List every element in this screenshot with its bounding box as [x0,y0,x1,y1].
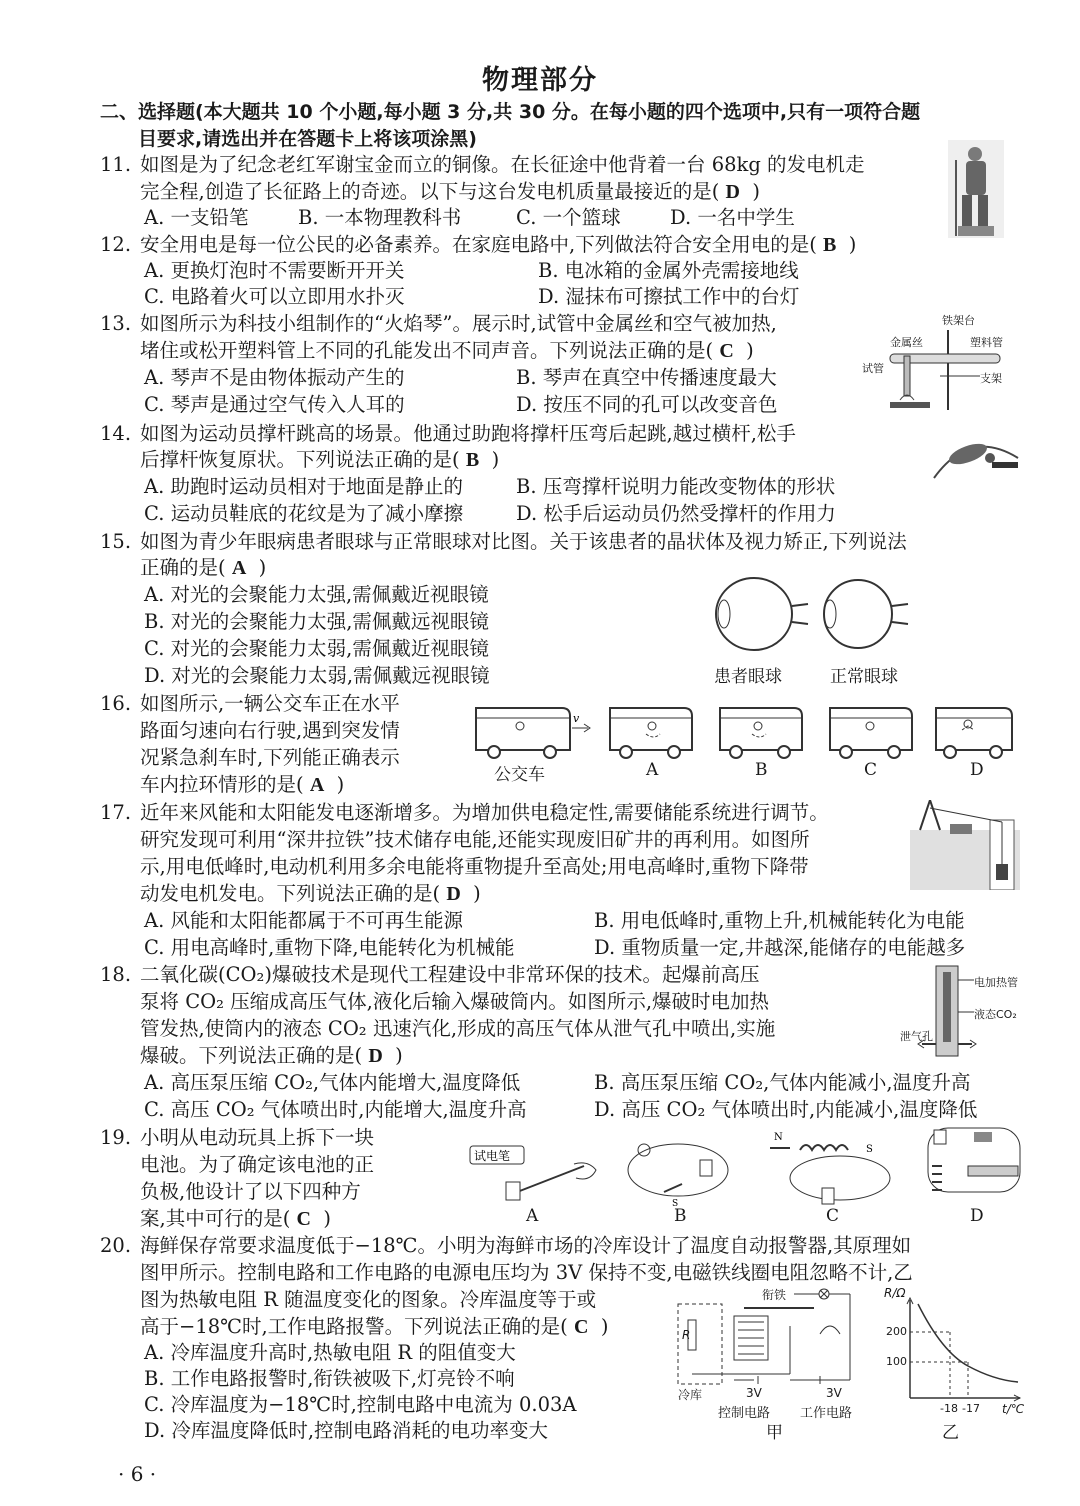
q15-answer: A [231,557,247,579]
bus-option-c [830,708,912,758]
q17-paren-close: ) [473,882,481,905]
alarm-circuit-figure [674,1286,864,1443]
q11-line1 [100,152,865,178]
label-support: 支架 [980,372,1002,385]
q13-line1 [100,311,777,337]
tick-minus-18: -18 [940,1402,958,1415]
q20-line3: 图为热敏电阻 R 随温度变化的图象。冷库温度等于或 [140,1288,597,1311]
q20-line1 [100,1233,911,1259]
q15-stem1: 如图为青少年眼病患者眼球与正常眼球对比图。关于该患者的晶状体及视力矫正,下列说法 [140,530,907,553]
caption-scheme-b: B [674,1206,687,1226]
q13-option-d: D. 按压不同的孔可以改变音色 [516,393,778,416]
q17-number: 17. [100,801,132,824]
q14-option-a: A. 助跑时运动员相对于地面是静止的 [144,475,463,498]
q13-line2 [140,338,754,364]
label-working-circuit: 工作电路 [800,1406,853,1421]
q12-stem1: 安全用电是每一位公民的必备素养。在家庭电路中,下列做法符合安全用电的是( [140,233,817,256]
q18-option-d: D. 高压 CO₂ 气体喷出时,内能减小,温度降低 [594,1098,978,1121]
q18-option-b: B. 高压泵压缩 CO₂,气体内能减小,温度升高 [594,1071,971,1094]
scheme-b-bulb [628,1144,728,1208]
pole-vault-figure [930,428,1022,488]
q11-number: 11. [100,153,132,176]
section-heading-line1: 二、选择题(本大题共 10 个小题,每小题 3 分,共 30 分。在每小题的四个选项中,只有一项符合题 [100,101,921,123]
q12-option-b: B. 电冰箱的金属外壳需接地线 [538,259,799,282]
label-iron-stand: 铁架台 [942,314,975,327]
q19-answer: C [296,1208,311,1230]
q12-number: 12. [100,233,132,256]
label-vent-hole: 泄气孔 [900,1030,933,1043]
q16-line2: 路面匀速向右行驶,遇到突发情 [140,719,400,742]
normal-eyeball [824,580,908,648]
q13-option-b: B. 琴声在真空中传播速度最大 [516,366,777,389]
q12-paren-close: ) [848,233,857,256]
q18-line4 [140,1043,403,1069]
page-number: · 6 · [118,1462,157,1486]
q11-stem1: 如图是为了纪念老红军谢宝金而立的铜像。在长征途中他背着一台 68kg 的发电机走 [140,153,865,176]
q14-option-b: B. 压弯撑杆说明力能改变物体的形状 [516,475,836,498]
q15-option-c: C. 对光的会聚能力太弱,需佩戴近视眼镜 [144,637,489,660]
q14-option-c: C. 运动员鞋底的花纹是为了减小摩擦 [144,502,464,525]
velocity-label: v [573,712,580,725]
flame-qin-figure [860,312,1010,412]
q14-stem1: 如图为运动员撑杆跳高的场景。他通过助跑将撑杆压弯后起跳,越过横杆,松手 [140,422,796,445]
scheme-d-relay [928,1128,1020,1192]
section-heading-line2: 目要求,请选出并在答题卡上将该项涂黑) [138,128,477,150]
q20-line4 [140,1314,608,1340]
axis-label-t: t/℃ [1002,1402,1025,1416]
q19-stem4: 案,其中可行的是( [140,1207,291,1230]
q17-line1 [100,800,829,826]
q12-line1 [100,232,856,258]
label-switch-s-b: S [672,1199,679,1208]
q18-stem4: 爆破。下列说法正确的是( [140,1044,363,1067]
q11-option-b: B. 一本物理教科书 [298,206,462,229]
q20-stem4: 高于−18℃时,工作电路报警。下列说法正确的是( [140,1315,568,1338]
q14-number: 14. [100,422,132,445]
q18-stem1: 二氧化碳(CO₂)爆破技术是现代工程建设中非常环保的技术。起爆前高压 [140,963,760,986]
q15-stem2: 正确的是( [140,556,226,579]
q11-option-d: D. 一名中学生 [670,206,795,229]
q13-stem1: 如图所示为科技小组制作的“火焰琴”。展示时,试管中金属丝和空气被加热, [140,312,777,335]
bus-figures [474,702,1014,764]
q19-number: 19. [100,1126,132,1149]
label-working-voltage: 3V [826,1386,842,1400]
q18-paren-close: ) [395,1044,403,1067]
co2-blasting-figure [900,962,1024,1062]
q17-option-b: B. 用电低峰时,重物上升,机械能转化为电能 [594,909,965,932]
q15-paren-close: ) [258,556,267,579]
q17-line2: 研究发现可利用“深井拉铁”技术储存电能,还能实现废旧矿井的再利用。如图所 [140,828,810,851]
q13-answer: C [719,340,734,362]
tick-100: 100 [886,1355,907,1368]
q19-paren-close: ) [323,1207,331,1230]
q18-option-a: A. 高压泵压缩 CO₂,气体内能增大,温度降低 [144,1071,521,1094]
scheme-c-compass-coil [770,1132,890,1204]
tick-200: 200 [886,1325,907,1338]
q17-line4 [140,881,481,907]
resistance-temperature-graph [878,1286,1028,1443]
q16-line1 [100,691,400,717]
q16-stem4: 车内拉环情形的是( [140,773,304,796]
label-plastic-tube: 塑料管 [970,336,1003,349]
bus-original [476,708,590,758]
battery-test-figures [464,1126,1024,1208]
q15-option-d: D. 对光的会聚能力太弱,需佩戴远视眼镜 [144,664,490,687]
q14-option-d: D. 松手后运动员仍然受撑杆的作用力 [516,502,836,525]
caption-patient-eyeball: 患者眼球 [714,667,782,687]
q13-paren-close: ) [746,339,754,362]
q11-paren-close: ) [752,180,760,203]
bus-option-b [720,708,802,758]
label-north-n: N [774,1132,783,1143]
q19-line4 [140,1206,331,1232]
patient-eyeball [716,578,808,650]
label-switch-s-c: S [866,1144,873,1155]
q16-line4 [140,772,344,798]
caption-bus-b: B [755,760,768,780]
q20-option-c: C. 冷库温度为−18℃时,控制电路中电流为 0.03A [144,1393,577,1416]
q15-option-a: A. 对光的会聚能力太强,需佩戴近视眼镜 [144,583,489,606]
q17-option-c: C. 用电高峰时,重物下降,电能转化为机械能 [144,936,515,959]
q11-stem2: 完全程,创造了长征路上的奇迹。以下与这台发电机质量最接近的是( [140,180,720,203]
axis-label-r: R/Ω [884,1286,906,1300]
q20-number: 20. [100,1234,132,1257]
q11-line2 [140,179,760,205]
caption-jia: 甲 [766,1423,783,1443]
caption-bus-d: D [970,760,984,780]
page-title: 物理部分 [482,65,598,96]
q15-number: 15. [100,530,132,553]
bus-option-d [936,708,1012,758]
q18-option-c: C. 高压 CO₂ 气体喷出时,内能增大,温度升高 [144,1098,527,1121]
q18-number: 18. [100,963,132,986]
statue-figure [948,140,1004,238]
q18-line1 [100,962,759,988]
q20-option-b: B. 工作电路报警时,衔铁被吸下,灯亮铃不响 [144,1367,515,1390]
label-armature: 衔铁 [762,1288,787,1302]
q19-stem1: 小明从电动玩具上拆下一块 [140,1126,375,1149]
q12-option-c: C. 电路着火可以立即用水扑灭 [144,285,405,308]
q16-answer: A [309,774,325,796]
label-test-tube: 试管 [862,362,884,375]
label-cold-storage: 冷库 [678,1388,703,1402]
q19-line1 [100,1125,374,1151]
tick-minus-17: -17 [962,1402,980,1415]
q17-option-d: D. 重物质量一定,井越深,能储存的电能越多 [594,936,966,959]
caption-yi: 乙 [942,1423,959,1443]
q20-stem1: 海鲜保存常要求温度低于−18℃。小明为海鲜市场的冷库设计了温度自动报警器,其原理如 [140,1234,912,1257]
q16-number: 16. [100,692,132,715]
label-resistor-r: R [682,1328,691,1342]
q13-number: 13. [100,312,132,335]
label-liquid-co2: 液态CO₂ [974,1008,1017,1021]
q15-line2 [140,555,266,581]
q12-answer: B [823,234,837,256]
q16-paren-close: ) [336,773,345,796]
q17-answer: D [446,883,461,905]
q11-answer: D [725,181,740,203]
mine-shaft-figure [910,800,1020,890]
q13-stem2: 堵住或松开塑料管上不同的孔能发出不同声音。下列说法正确的是( [140,339,714,362]
caption-normal-eyeball: 正常眼球 [830,667,898,687]
q19-line2: 电池。为了确定该电池的正 [140,1153,375,1176]
q12-option-d: D. 湿抹布可擦拭工作中的台灯 [538,285,800,308]
label-heater-tube: 电加热管 [974,976,1018,989]
q20-option-d: D. 冷库温度降低时,控制电路消耗的电功率变大 [144,1419,549,1442]
q13-option-a: A. 琴声不是由物体振动产生的 [144,366,405,389]
q12-option-a: A. 更换灯泡时不需要断开开关 [144,259,405,282]
q17-option-a: A. 风能和太阳能都属于不可再生能源 [144,909,463,932]
q14-answer: B [465,449,480,471]
q20-option-a: A. 冷库温度升高时,热敏电阻 R 的阻值变大 [144,1341,516,1364]
bus-option-a [610,708,692,758]
q17-stem4: 动发电机发电。下列说法正确的是( [140,882,441,905]
label-control-circuit: 控制电路 [718,1406,771,1421]
caption-bus: 公交车 [494,765,545,785]
scheme-a-test-pen [470,1146,596,1200]
q18-line2: 泵将 CO₂ 压缩成高压气体,液化后输入爆破筒内。如图所示,爆破时电加热 [140,990,770,1013]
caption-scheme-a: A [526,1206,539,1226]
q15-option-b: B. 对光的会聚能力太强,需佩戴远视眼镜 [144,610,489,633]
label-test-pen: 试电笔 [474,1149,511,1163]
q19-line3: 负极,他设计了以下四种方 [140,1180,361,1203]
q18-line3: 管发热,使筒内的液态 CO₂ 迅速汽化,形成的高压气体从泄气孔中喷出,实施 [140,1017,776,1040]
q14-paren-close: ) [491,448,500,471]
q16-line3: 况紧急刹车时,下列能正确表示 [140,746,400,769]
caption-scheme-c: C [826,1206,840,1226]
q16-stem1: 如图所示,一辆公交车正在水平 [140,692,400,715]
q11-option-c: C. 一个篮球 [516,206,621,229]
label-metal-wire: 金属丝 [890,336,923,349]
q20-paren-close: ) [600,1315,609,1338]
caption-bus-a: A [646,760,659,780]
q20-answer: C [573,1316,589,1338]
q17-stem1: 近年来风能和太阳能发电逐渐增多。为增加供电稳定性,需要储能系统进行调节。 [140,801,829,824]
q13-option-c: C. 琴声是通过空气传入人耳的 [144,393,405,416]
eyeballs-figure [708,574,928,656]
q14-stem2: 后撑杆恢复原状。下列说法正确的是( [140,448,460,471]
caption-bus-c: C [864,760,878,780]
q17-line3: 示,用电低峰时,电动机利用多余电能将重物提升至高处;用电高峰时,重物下降带 [140,855,809,878]
label-control-voltage: 3V [746,1386,762,1400]
q20-line2: 图甲所示。控制电路和工作电路的电源电压均为 3V 保持不变,电磁铁线圈电阻忽略不计,乙 [140,1261,913,1284]
caption-scheme-d: D [970,1206,984,1226]
q11-option-a: A. 一支铅笔 [144,206,249,229]
q18-answer: D [368,1045,383,1067]
q14-line2 [140,447,499,473]
q14-line1 [100,421,796,447]
q15-line1 [100,529,907,555]
